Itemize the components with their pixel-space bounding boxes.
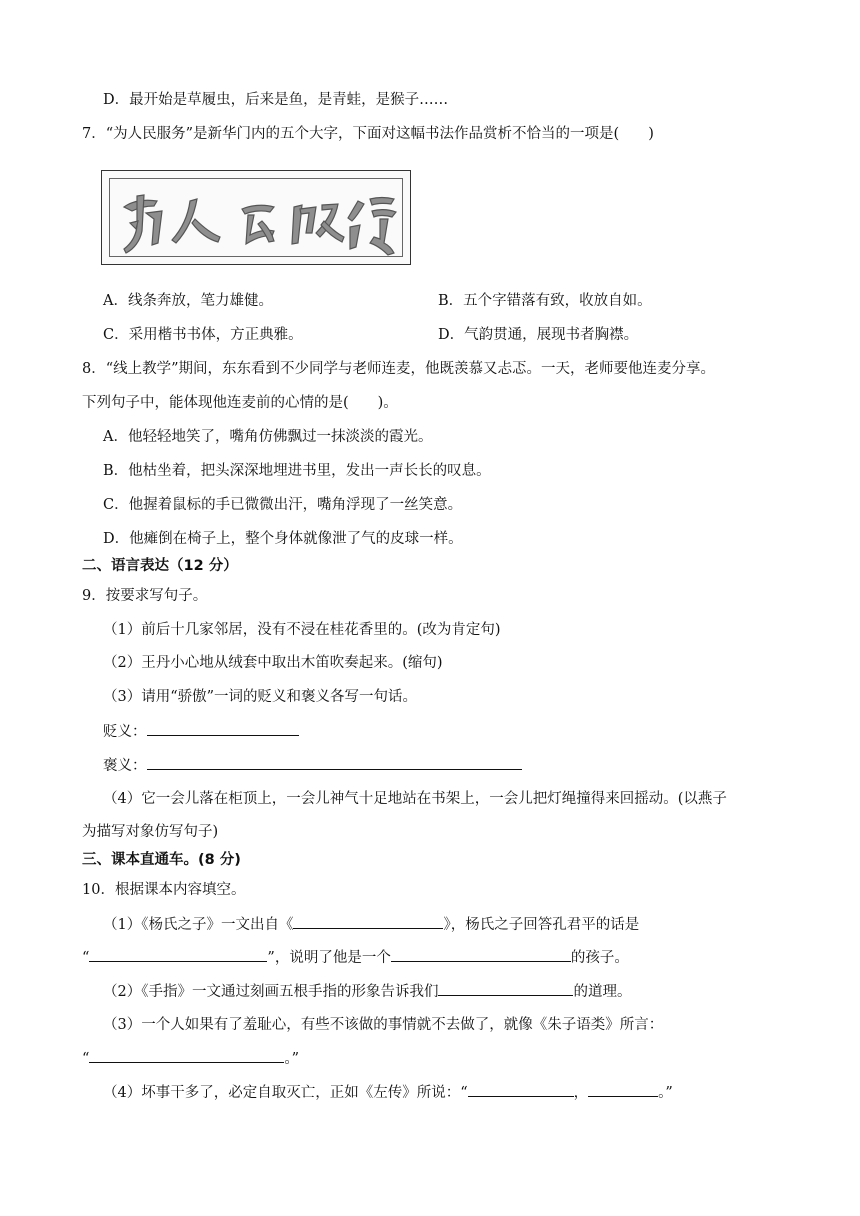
- q10-s2-blank[interactable]: [438, 981, 573, 996]
- q10-s1-text-d: ”，说明了他是一个: [267, 950, 391, 966]
- bianyi-label: 贬义：: [103, 724, 147, 740]
- q10-s3-line2: [82, 1048, 299, 1069]
- q10-s1-line2: [82, 947, 629, 968]
- baoyi-label: 褒义：: [103, 758, 147, 774]
- q10-s3-text-c: 。”: [284, 1051, 300, 1067]
- q8-option-a: A．他轻轻地笑了，嘴角仿佛飘过一抹淡淡的霞光。: [103, 429, 433, 445]
- q9-baoyi-row: [103, 755, 522, 776]
- q10-s4-text-b: ，: [573, 1085, 589, 1101]
- q10-s1-line1: [103, 914, 639, 935]
- q8-stem-line2: 下列句子中，能体现他连麦前的心情的是( )。: [82, 395, 398, 411]
- q10-s4-text-a: （4）坏事干多了，必定自取灭亡，正如《左传》所说：“: [103, 1085, 468, 1101]
- q9-sub3: （3）请用“骄傲”一词的贬义和褒义各写一句话。: [103, 689, 418, 705]
- q6-option-d: D．最开始是草履虫，后来是鱼，是青蛙，是猴子……: [103, 92, 449, 108]
- q9-bianyi-row: [103, 721, 299, 742]
- q10-s1-text-b: 》，杨氏之子回答孔君平的话是: [443, 917, 640, 933]
- q10-s4-text-c: 。”: [658, 1085, 673, 1101]
- q10-s1-blank-source[interactable]: [293, 914, 443, 929]
- q10-s1-text-e: 的孩子。: [570, 950, 629, 966]
- q9-stem: 9．按要求写句子。: [82, 588, 208, 604]
- q8-stem-line1: 8．“线上教学”期间，东东看到不少同学与老师连麦，他既羡慕又忐忑。一天，老师要他连麦分享。: [82, 361, 716, 377]
- q10-s3-line1: （3）一个人如果有了羞耻心，有些不该做的事情就不去做了，就像《朱子语类》所言：: [103, 1017, 664, 1033]
- calligraphy-image: [101, 170, 411, 265]
- q7-option-a: A．线条奔放，笔力雄健。: [103, 293, 273, 309]
- q10-s1-blank-quote[interactable]: [89, 947, 267, 962]
- q7-option-c: C．采用楷书书体，方正典雅。: [103, 327, 303, 343]
- q10-s1-blank-child[interactable]: [391, 947, 571, 962]
- section3-title: 三、课本直通车。(8 分): [82, 852, 241, 868]
- q7-stem: 7．“为人民服务”是新华门内的五个大字，下面对这幅书法作品赏析不恰当的一项是( ): [82, 126, 654, 142]
- q9-sub1: （1）前后十几家邻居，没有不浸在桂花香里的。(改为肯定句): [103, 622, 501, 638]
- q7-option-d: D．气韵贯通，展现书者胸襟。: [438, 327, 639, 343]
- q9-sub4-line1: （4）它一会儿落在柜顶上，一会儿神气十足地站在书架上，一会儿把灯绳撞得来回摇动。(以燕子: [103, 791, 727, 807]
- q10-s4-line: [103, 1082, 673, 1103]
- q10-s2-line: [103, 981, 631, 1002]
- q10-s3-blank[interactable]: [89, 1048, 284, 1063]
- calligraphy-glyphs: [102, 171, 412, 266]
- baoyi-blank[interactable]: [147, 755, 522, 770]
- section2-title: 二、语言表达（12 分）: [82, 558, 238, 574]
- q10-stem: 10．根据课本内容填空。: [82, 882, 246, 898]
- q10-s3-text-b: “: [82, 1051, 90, 1067]
- q9-sub2: （2）王丹小心地从绒套中取出木笛吹奏起来。(缩句): [103, 655, 443, 671]
- bianyi-blank[interactable]: [147, 721, 299, 736]
- q8-option-d: D．他瘫倒在椅子上，整个身体就像泄了气的皮球一样。: [103, 531, 463, 547]
- q10-s1-text-c: “: [82, 950, 90, 966]
- q8-option-b: B．他枯坐着，把头深深地埋进书里，发出一声长长的叹息。: [103, 463, 491, 479]
- q9-sub4-line2: 为描写对象仿写句子): [82, 824, 219, 840]
- q8-option-c: C．他握着鼠标的手已微微出汗，嘴角浮现了一丝笑意。: [103, 497, 463, 513]
- q10-s4-blank-2[interactable]: [588, 1082, 658, 1097]
- q10-s2-text-b: 的道理。: [573, 984, 632, 1000]
- q10-s2-text-a: （2）《手指》一文通过刻画五根手指的形象告诉我们: [103, 984, 439, 1000]
- q10-s1-text-a: （1）《杨氏之子》一文出自《: [103, 917, 294, 933]
- q10-s4-blank-1[interactable]: [468, 1082, 574, 1097]
- q7-option-b: B．五个字错落有致，收放自如。: [438, 293, 652, 309]
